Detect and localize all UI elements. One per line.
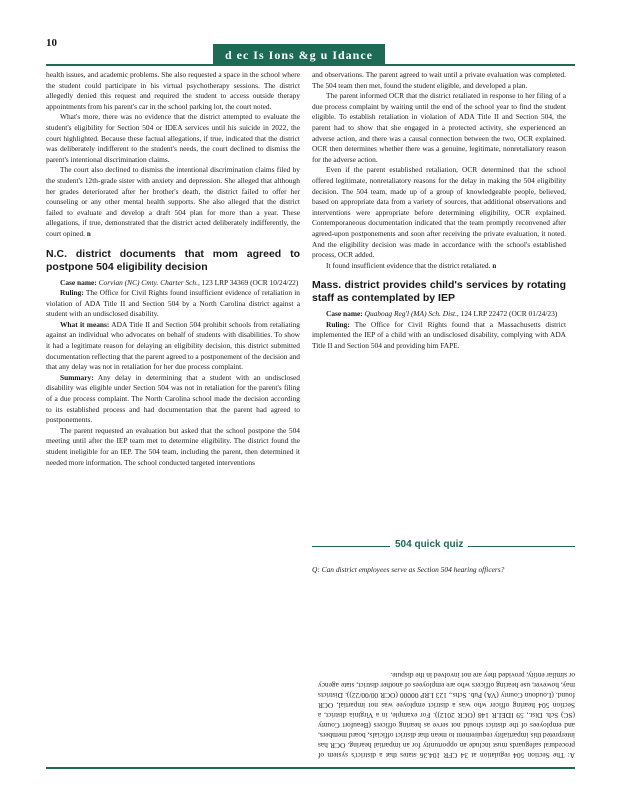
case-headline: Mass. district provides child's services by rotating staff as contemplated by IEP xyxy=(312,279,566,305)
summary-text: Any delay in determining that a student with an undisclosed disability was eligible under Section 504 was not in retaliation for the parent's filing of a due process complaint. The North Carolina school made the decision according to its established process and had documentation that the parent had agreed to postponements. xyxy=(46,372,300,425)
paragraph: The parent informed OCR that the district retaliated in response to her filing of a due process complaint by waiting until the end of the school year to find the student eligible. To establish retaliation in violation of ADA Title II and Section 504, the parent had to show that she engaged in a protected activity, she experienced an adverse action, and there was a causal connection between the two, OCR explained. OCR then determines whether there was a genuine, legitimate, nonretaliatory reason for the adverse action. xyxy=(312,91,566,164)
right-column xyxy=(312,70,566,352)
ruling-line xyxy=(312,320,566,352)
case-headline: N.C. district documents that mom agreed to postpone 504 eligibility decision xyxy=(46,247,300,273)
paragraph xyxy=(46,165,300,239)
case-cite: , 124 LRP 22472 (OCR 01/24/23) xyxy=(456,309,558,319)
quiz-label: 504 quick quiz xyxy=(390,539,468,550)
left-column xyxy=(46,70,300,468)
means-line xyxy=(46,320,300,373)
ruling-label: Ruling: xyxy=(326,319,350,329)
section-banner: d ec Is Ions &g u Idance xyxy=(213,44,385,66)
case-name: Corvian (NC) Cmty. Charter Sch. xyxy=(98,277,198,287)
summary-label: Summary: xyxy=(60,372,94,382)
case-name-label: Case name: xyxy=(60,277,97,287)
ruling-text: The Office for Civil Rights found that a Massachusetts district implemented the IEP of a child with an undisclosed disability, complying with ADA Title II and Section 504 and providing him FAPE. xyxy=(312,319,567,351)
case-name-line xyxy=(312,309,566,320)
summary-line xyxy=(46,373,300,426)
case-name: Quaboag Reg'l (MA) Sch. Dist. xyxy=(364,309,457,319)
paragraph-text: It found insufficient evidence that the district retaliated. xyxy=(326,260,491,270)
paragraph: The parent requested an evaluation but asked that the school postpone the 504 meeting until after the IEP team met to determine eligibility. The district found the student ineligible for an IEP. The 504 team, including the parent, then determined it needed more information. The school conducted targeted interventions xyxy=(46,425,300,467)
quiz-answer-inverted: A: The Section 504 regulation at 34 CFR 104.36 states that a district's system of procedural safeguards must include an opportunity for an impartial hearing. OCR has interpreted this impartiality requirement to mean that district officials, board members, and employees of the district should not serve as hearing officers (Beaufort County (SC) Sch. Dist., 59 IDELR 148 (OCR 2012)). For example, in a Virginia district, a Section 504 hearing officer who was a district employee was not impartial, OCR found. (Loudoun County (VA) Pub. Schs., 123 LRP 00000 (OCR 00/00/22)). Districts may, however, use hearing officers who are employees of another district, state agency or similar entity, provided they are not involved in the dispute. xyxy=(318,671,575,760)
means-label: What it means: xyxy=(60,319,110,329)
header-rule xyxy=(46,64,575,66)
footer-rule xyxy=(46,767,575,769)
paragraph: health issues, and academic problems. She also requested a space in the school where the student could participate in his virtual psychotherapy sessions. The district allegedly denied this request and required the student to access outside therapy appointments from his parent's car in the school parking lot, the court noted. xyxy=(46,70,300,111)
case-cite: , 123 LRP 34369 (OCR 10/24/22) xyxy=(197,277,299,287)
case-name-label: Case name: xyxy=(326,309,363,319)
ruling-text: The Office for Civil Rights found insufficient evidence of retaliation in violation of ADA Title II and Section 504 by a North Carolina district against a student with an undisclosed disability. xyxy=(46,288,300,319)
end-mark: n xyxy=(492,261,497,270)
quiz-question: Q: Can district employees serve as Section 504 hearing officers? xyxy=(312,565,505,574)
paragraph xyxy=(312,261,566,272)
page-number: 10 xyxy=(46,37,57,49)
case-name-line xyxy=(46,278,300,289)
means-text: ADA Title II and Section 504 prohibit schools from retaliating against an individual who advocates on behalf of students with disabilities. To show it had a legitimate reason for delaying an eligibility decision, this district submitted documentation reflecting that the parent agreed to a postponement of the decision and that any delay was not in retaliation for her due process complaint. xyxy=(46,319,300,372)
quiz-header xyxy=(312,536,575,559)
paragraph: Even if the parent established retaliation, OCR determined that the school offered legitimate, nonretaliatory reasons for the delay in making the 504 eligibility decision. The 504 team, made up of a group of knowledgeable people, believed, based on appropriate data from a variety of sources, that additional observations and interventions were appropriate before determining eligibility, OCR explained. Contemporaneous documentation indicated that the team promptly reconvened after agreed-upon postponements and soon after receiving the private evaluation, it noted. And the eligibility decision was made in accordance with the school's established process, OCR added. xyxy=(312,165,566,260)
ruling-label: Ruling: xyxy=(60,288,84,298)
paragraph: and observations. The parent agreed to wait until a private evaluation was completed. The 504 team then met, found the student eligible, and developed a plan. xyxy=(312,70,566,90)
ruling-line xyxy=(46,288,300,320)
paragraph: What's more, there was no evidence that the district attempted to evaluate the student's eligibility for Section 504 or IDEA services until his suicide in 2022, the court highlighted. Because these factual allegations, if true, indicated that the district was deliberately indifferent to the student's needs, the court declined to dismiss the parent's intentional discrimination claims. xyxy=(46,112,300,164)
end-mark: n xyxy=(86,229,91,238)
paragraph-text: The court also declined to dismiss the intentional discrimination claims filed by the student's 12th-grade sister with anxiety and depression. She alleged that although her grades deteriorated after her brother's death, the district failed to offer her counseling or any other mental health supports. She also alleged that the district failed to evaluate and develop a draft 504 plan for more than a year. These allegations, if true, demonstrated that the district acted deliberately indifferently, the court opined. xyxy=(46,165,300,238)
